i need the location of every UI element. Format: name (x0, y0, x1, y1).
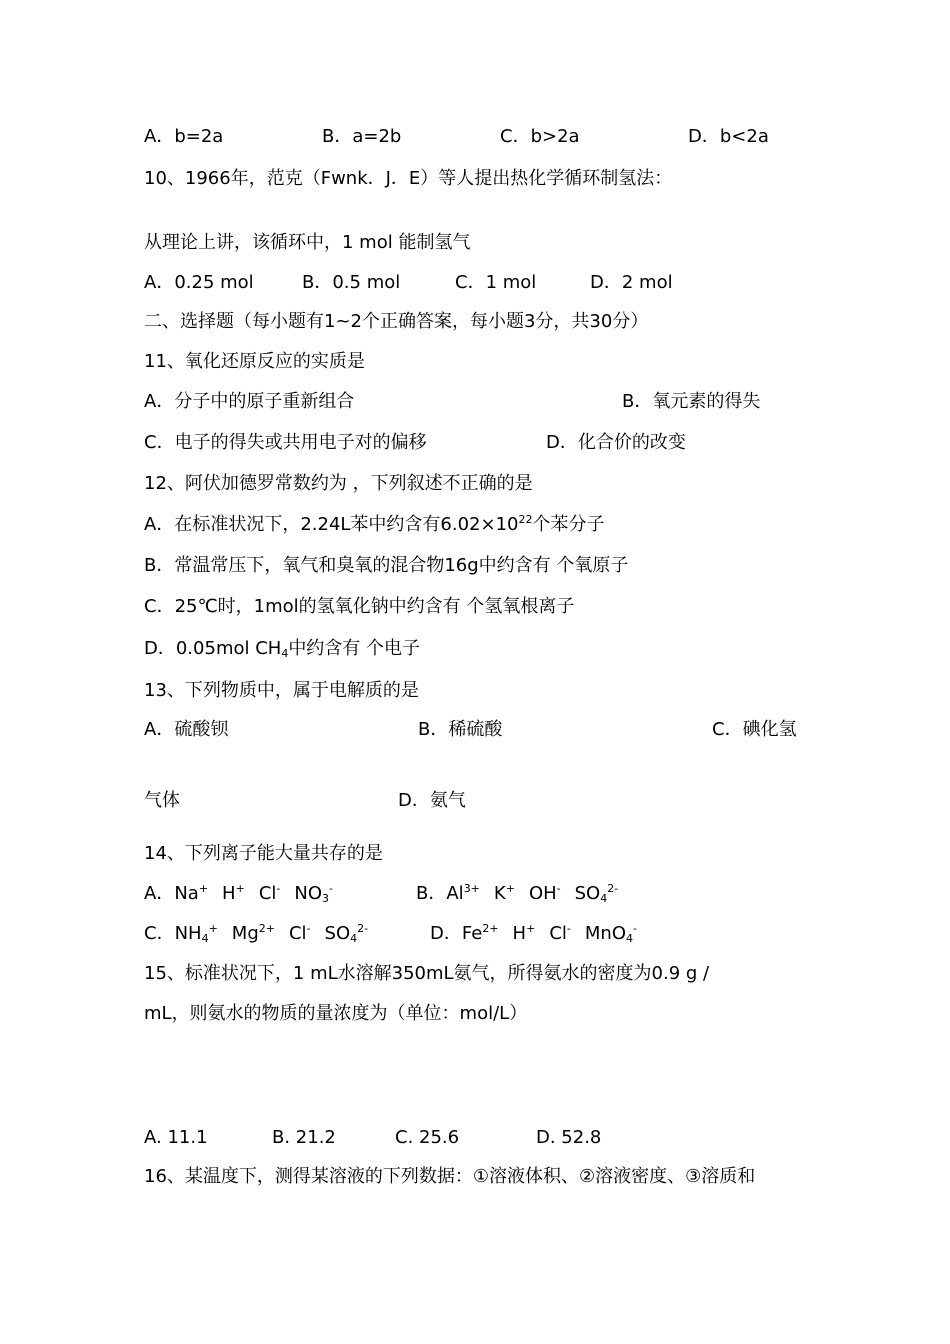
ion-formula: $SO_4^{2-}$ (324, 922, 369, 945)
ion-formula: OH- (528, 882, 561, 904)
q11-option-b: B．氧元素的得失 (622, 391, 761, 412)
ion-formula: Cl- (258, 882, 281, 904)
q15-line2: mL，则氨水的物质的量浓度为（单位：mol/L） (144, 1003, 528, 1024)
q10-option-a: A．0.25 mol (144, 272, 254, 293)
q13-stem: 13、下列物质中，属于电解质的是 (144, 680, 419, 701)
q11-stem: 11、氧化还原反应的实质是 (144, 351, 365, 372)
q14-stem: 14、下列离子能大量共存的是 (144, 843, 383, 864)
q12-option-a-tail: 个苯分子 (532, 514, 605, 535)
q10-sub: 从理论上讲，该循环中，1 mol 能制氢气 (144, 232, 471, 253)
q11-option-a: A．分子中的原子重新组合 (144, 391, 355, 412)
q10-option-b: B．0.5 mol (302, 272, 401, 293)
ion-formula: $NH_4^+$ (174, 922, 218, 945)
q13-option-b: B．稀硫酸 (418, 719, 503, 740)
q12-option-b: B．常温常压下，氧气和臭氧的混合物16g中约含有 个氧原子 (144, 555, 629, 576)
ion-formula: MnO$_4$- (584, 922, 637, 945)
q14-option-b (416, 883, 632, 905)
q15-option-b: B. 21.2 (272, 1127, 336, 1148)
ion-formula: H+ (512, 922, 536, 944)
q13-option-c-continued: 气体 (144, 790, 180, 811)
q10-stem: 10、1966年，范克（Fwnk．J．E）等人提出热化学循环制氢法： (144, 168, 673, 189)
ion-formula: $Al^{3+}$ (446, 882, 480, 904)
q12-option-d (144, 638, 420, 660)
ion-formula: Cl- (288, 922, 311, 944)
ion-formula: H+ (222, 882, 245, 904)
ion-formula: $Mg^{2+}$ (231, 922, 275, 944)
q9-option-a: A．b=2a (144, 126, 224, 147)
ion-formula: $SO_4^{2-}$ (574, 882, 619, 905)
q15-line1-text: 15、标准状况下，1 mL水溶解350mL氨气，所得氨水的密度为0.9 g / (144, 963, 710, 984)
q14-option-label: B． (416, 883, 447, 904)
q10-option-d: D．2 mol (590, 272, 673, 293)
q15-option-c: C. 25.6 (395, 1127, 460, 1148)
q12-option-d-subscript: 4 (281, 647, 289, 660)
q14-option-a (144, 883, 347, 905)
q12-stem: 12、阿伏加德罗常数约为 ，下列叙述不正确的是 (144, 473, 533, 494)
ion-formula: K+ (493, 882, 515, 904)
section-heading: 二、选择题（每小题有1~2个正确答案，每小题3分，共30分） (144, 311, 649, 332)
q13-option-a: A．硫酸钡 (144, 719, 229, 740)
q14-option-label: A． (144, 883, 175, 904)
q12-option-d-text: D．0.05mol CH (144, 638, 282, 659)
ion-formula: Na+ (174, 882, 209, 904)
q13-option-d: D．氨气 (398, 790, 466, 811)
q9-option-d: D．b<2a (688, 126, 769, 147)
q13-option-c: C．碘化氢 (712, 719, 797, 740)
ion-formula: $NO_3^-$ (294, 882, 333, 905)
ion-formula: $Fe^{2+}$ (461, 922, 499, 944)
q12-option-a (144, 514, 604, 536)
q11-option-d: D．化合价的改变 (546, 432, 686, 453)
q12-option-a-text: A．在标准状况下，2.24L苯中约含有6.02×10 (144, 514, 519, 535)
q15-option-a: A. 11.1 (144, 1127, 208, 1148)
q10-option-c: C．1 mol (455, 272, 537, 293)
q9-option-c: C．b>2a (500, 126, 580, 147)
q14-option-label: C． (144, 923, 175, 944)
q15-option-d: D. 52.8 (536, 1127, 602, 1148)
q12-option-a-exponent: 22 (518, 513, 533, 526)
q16-line1: 16、某温度下，测得某溶液的下列数据：①溶液体积、②溶液密度、③溶质和 (144, 1166, 756, 1187)
q12-option-d-tail: 中约含有 个电子 (288, 638, 421, 659)
q14-option-d (430, 923, 651, 945)
q15-line1 (144, 963, 806, 985)
q12-option-c: C．25℃时，1mol的氢氧化钠中约含有 个氢氧根离子 (144, 596, 575, 617)
q9-option-b: B．a=2b (322, 126, 402, 147)
q14-option-label: D． (430, 923, 462, 944)
q14-option-c (144, 923, 382, 945)
ion-formula: Cl- (549, 922, 571, 944)
q11-option-c: C．电子的得失或共用电子对的偏移 (144, 432, 427, 453)
